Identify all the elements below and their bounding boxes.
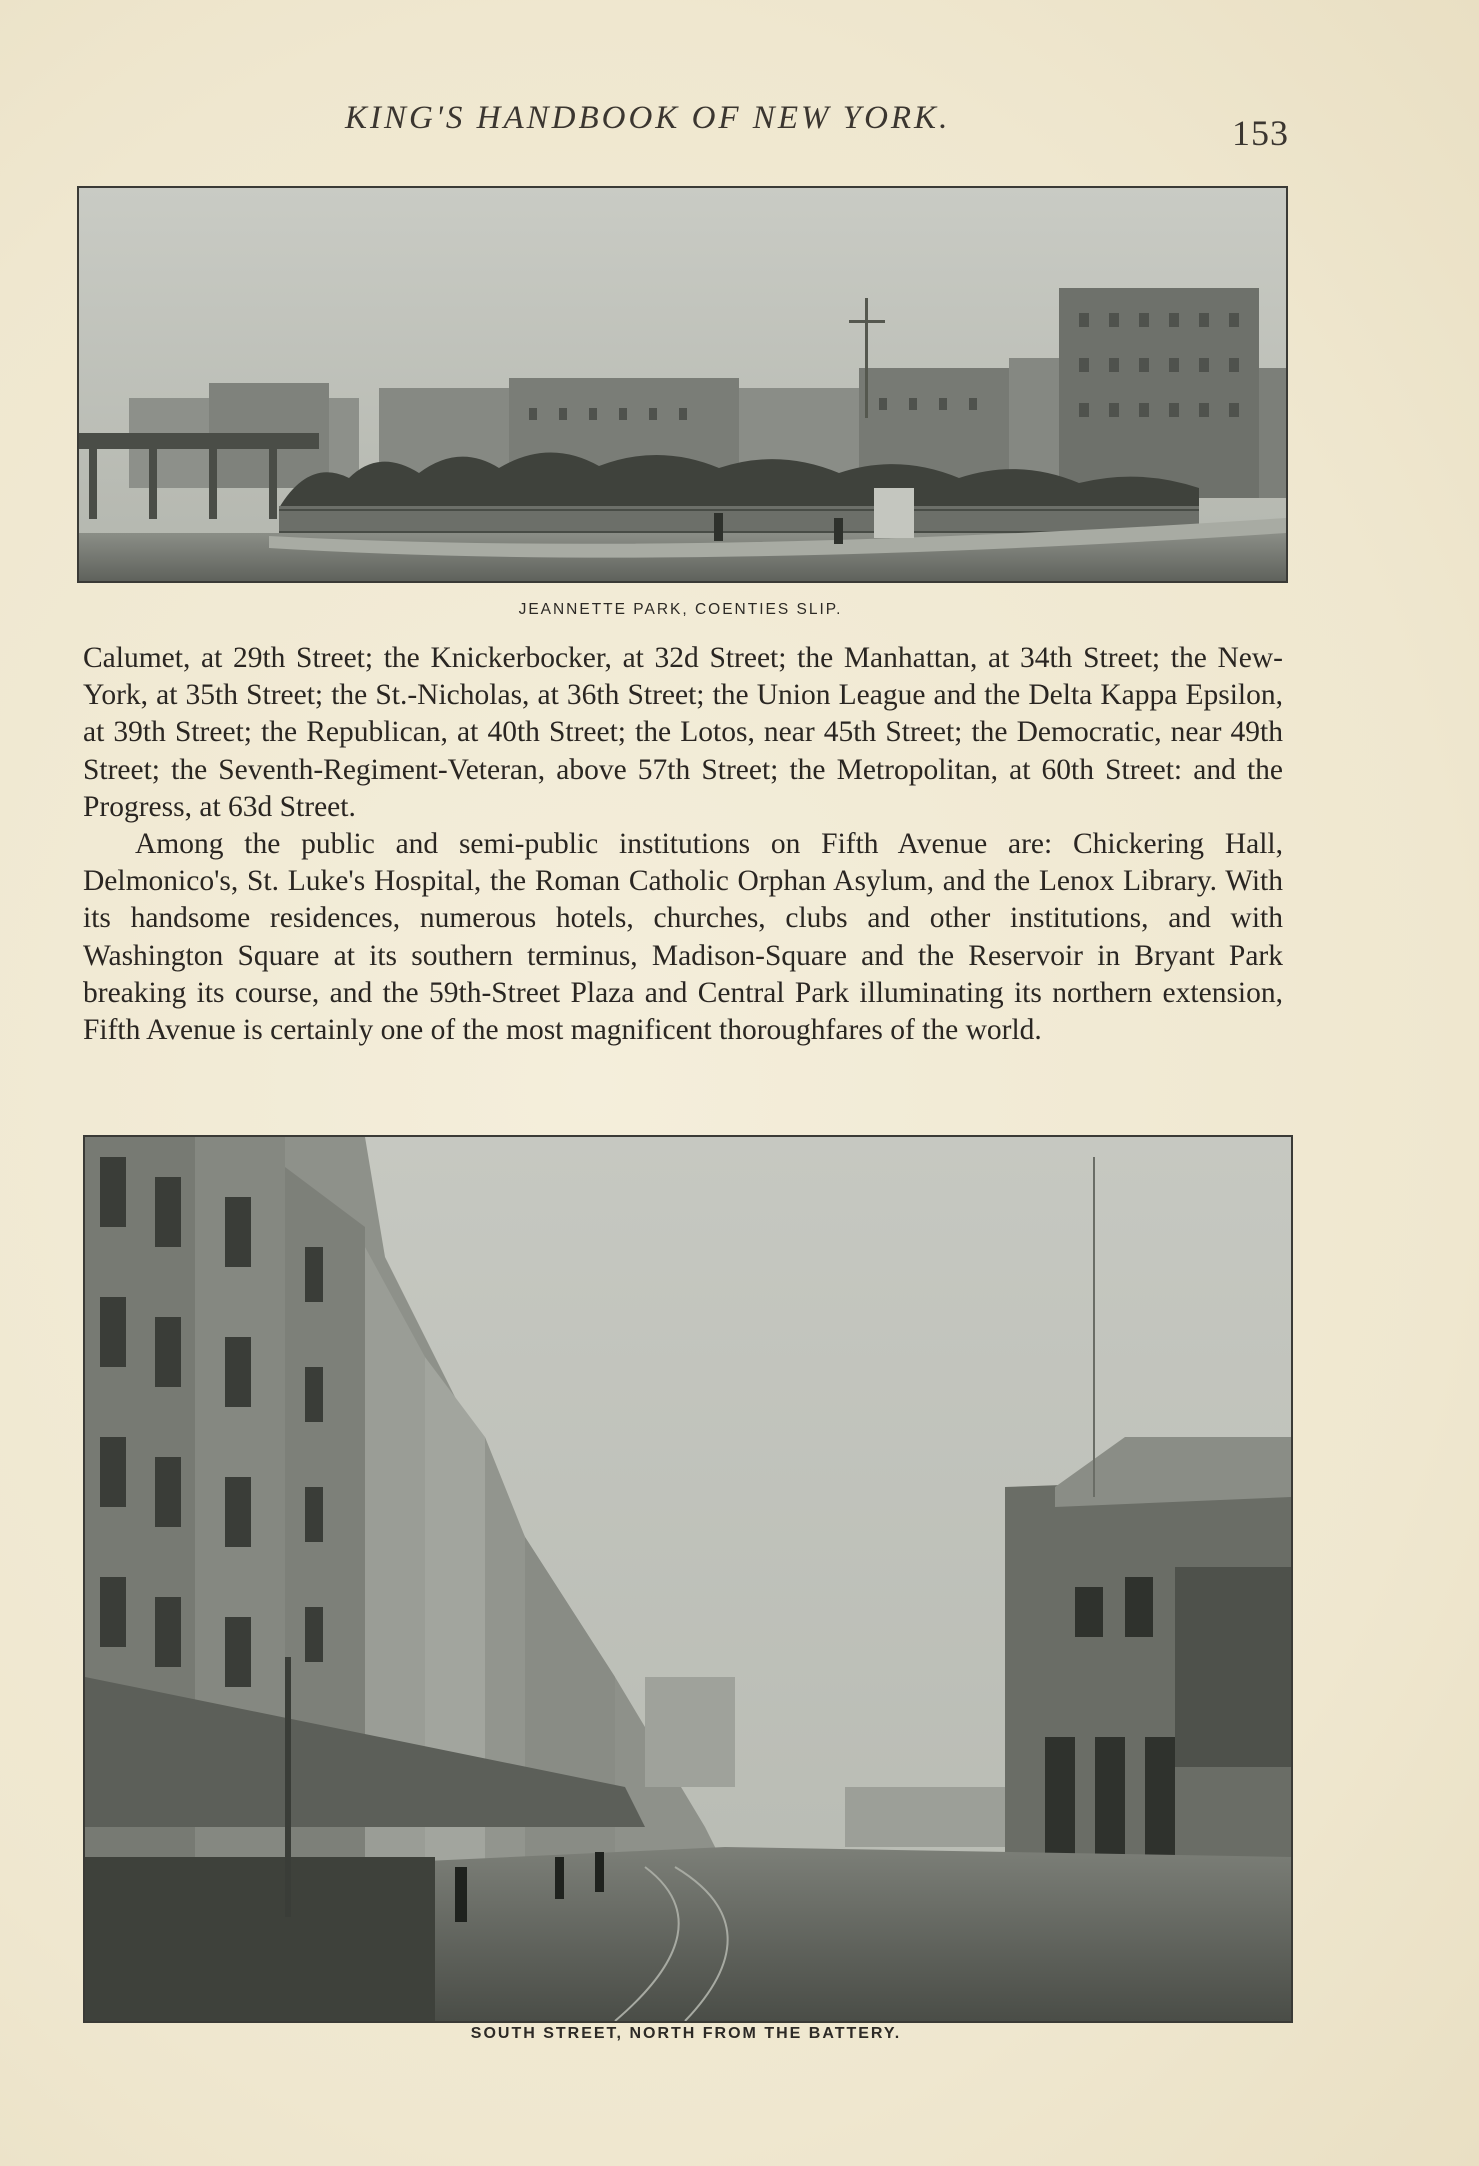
- photograph-south-street: [83, 1135, 1293, 2023]
- body-text: [83, 640, 1283, 1049]
- photograph-icon: [85, 1137, 1291, 2021]
- photograph-jeannette-park: [77, 186, 1288, 583]
- page-number: 153: [1232, 113, 1289, 153]
- paragraph: Among the public and semi-public institutions on Fifth Avenue are: Chickering Hall, Delmonico's, St. Luke's Hospital, the Roman Catholic Orphan Asylum, and the Lenox Library. With its handsome residences, numerous hotels, churches, clubs and other institutions, and with Washington Square at its southern terminus, Madison-Square and the Reservoir in Bryant Park breaking its course, and the 59th-Street Plaza and Central Park illuminating its northern extension, Fifth Avenue is certainly one of the most magnificent thoroughfares of the world.: [83, 828, 1283, 1047]
- figure-caption: JEANNETTE PARK, COENTIES SLIP.: [518, 601, 843, 618]
- paragraph: Calumet, at 29th Street; the Knickerbocker, at 32d Street; the Manhattan, at 34th Street; the New-York, at 35th Street; the St.-Nicholas, at 36th Street; the Union League and the Delta Kappa Epsilon, at 39th Street; the Republican, at 40th Street; the Lotos, near 45th Street; the Democratic, near 49th Street; the Seventh-Regiment-Veteran, above 57th Street; the Metropolitan, at 60th Street: and the Progress, at 63d Street.: [83, 642, 1283, 823]
- running-head: KING'S HANDBOOK OF NEW YORK.: [345, 100, 951, 136]
- photograph-icon: [79, 188, 1286, 581]
- figure-caption: SOUTH STREET, NORTH FROM THE BATTERY.: [470, 2025, 902, 2042]
